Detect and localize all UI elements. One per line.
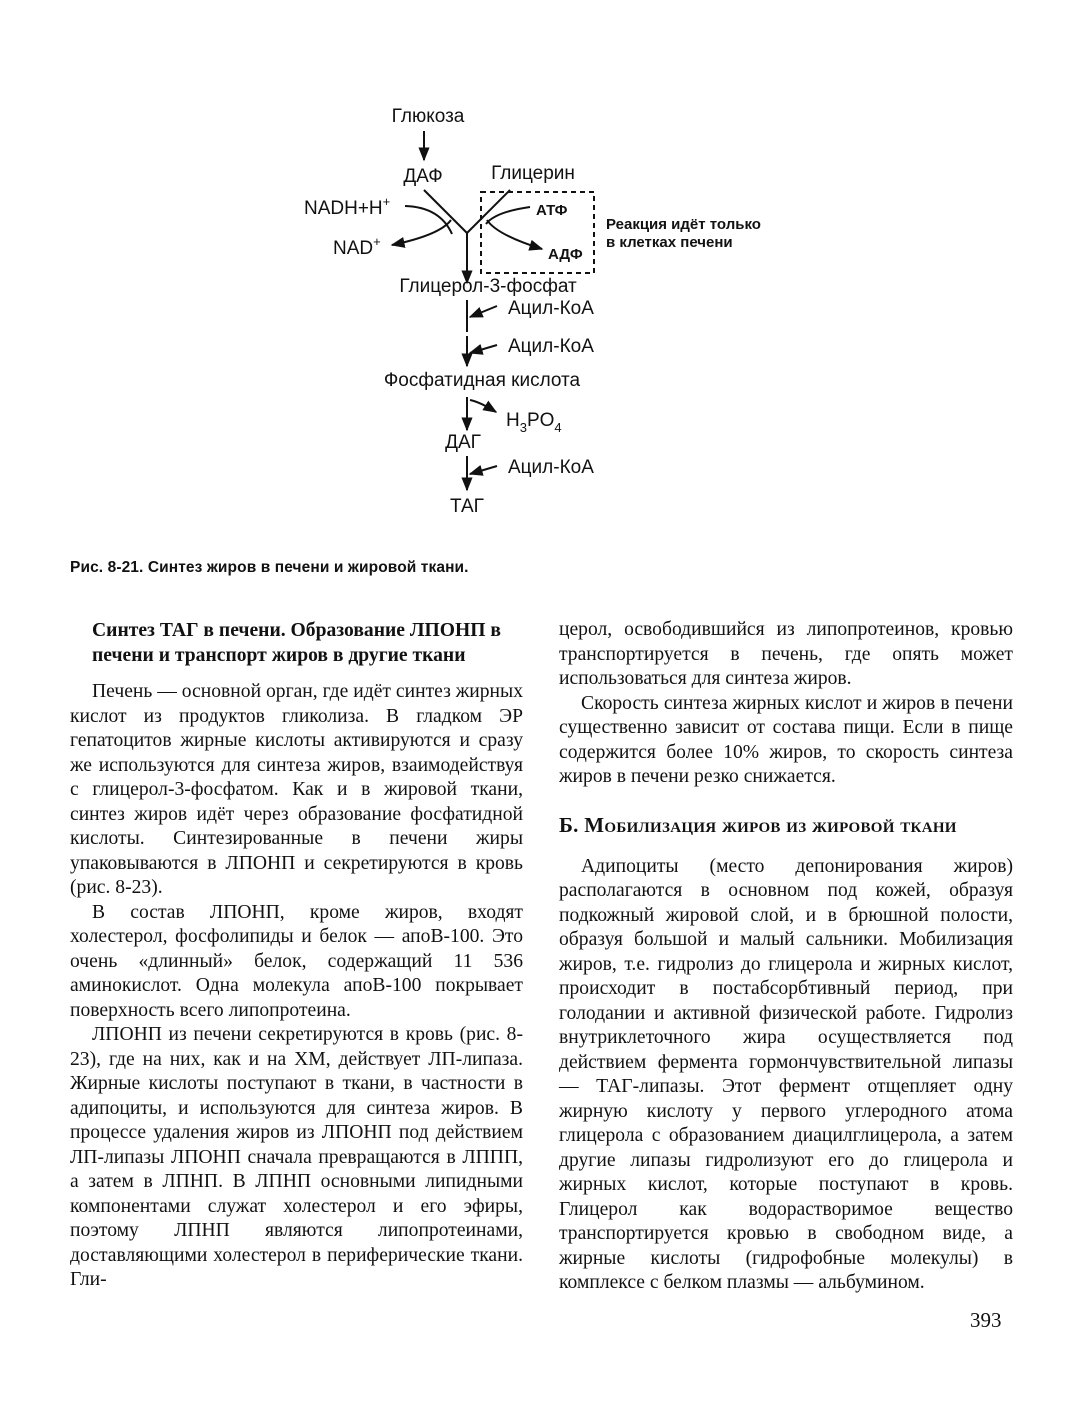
diagram-svg <box>0 0 1077 560</box>
page-number: 393 <box>970 1308 1002 1332</box>
note-line-2: в клетках печени <box>606 234 733 251</box>
paragraph: Печень — основной орган, где идёт синтез жирных кислот из продуктов гликолиза. В гладком ЭР гепатоцитов жирные кислоты активируются и сразу же используются для синтеза жиров, взаимодействуя с глицерол-3-фосфатом. Как и в жировой ткани, синтез жиров идёт через образование фосфатидной кислоты. Синтезированные в печени жиры упаковываются в ЛПОНП и секретируются в кровь (рис. 8-23). <box>70 681 523 898</box>
acylcoa3-label: Ацил-КоА <box>508 457 594 478</box>
acylcoa2-arrow <box>470 345 497 353</box>
glycerol3p-label: Глицерол-3-фосфат <box>399 276 577 297</box>
section-heading-tag-liver: Синтез ТАГ в печени. Образование ЛПОНП в печени и транспорт жиров в другие ткани <box>92 620 501 666</box>
right-column <box>559 618 1013 1296</box>
left-column <box>70 618 523 1293</box>
adp-label: АДФ <box>548 246 583 263</box>
h3po4-label: $H_3PO_4$ <box>506 410 562 435</box>
adp-arrow <box>487 220 542 249</box>
acylcoa1-arrow <box>470 306 497 317</box>
paragraph: церол, освободившийся из липопротеинов, кровью транспортируется в печень, где опять может использоваться для синтеза жиров. <box>559 619 1013 689</box>
nad-label: NAD+ <box>333 234 381 259</box>
note-line-1: Реакция идёт только <box>606 216 761 233</box>
atp-label: АТФ <box>536 202 568 219</box>
glycerin-branch-line <box>467 190 510 233</box>
daf-label: ДАФ <box>403 166 443 187</box>
glucose-label: Глюкоза <box>391 106 465 127</box>
section-heading-fat-mobilization: Б. Мобилизация жиров из жировой ткани <box>559 812 957 837</box>
paragraph: Скорость синтеза жирных кислот и жиров в печени существенно зависит от состава пищи. Если в пище содержится более 10% жиров, то скорость синтеза жиров в печени резко снижается. <box>559 692 1013 787</box>
glycerin-label: Глицерин <box>491 163 575 184</box>
h3po4-arrow <box>470 400 496 412</box>
tag-label: ТАГ <box>450 496 484 517</box>
dag-label: ДАГ <box>445 432 481 453</box>
paragraph: Адипоциты (место депонирования жиров) располагаются в основном под кожей, образуя подкожный жировой слой, и в брюшной полости, образуя большой и малый сальники. Мобилизация жиров, т.е. гидролиз до глицерола и жирных кислот, происходит в постабсорбтивный период, при голодании и активной физической работе. Гидролиз внутриклеточного жира осуществляется под действием фермента гормончувствительной липазы — ТАГ-липазы. Этот фермент отщепляет одну жирную кислоту у первого углеродного атома глицерола с образованием диацилглицерола, а затем другие липазы гидролизуют его до глицерола и жирных кислот, которые поступают в кровь. Глицерол как водорастворимое вещество транспортируется кровью в свободном виде, а жирные кислоты (гидрофобные молекулы) в комплексе с белком плазмы — альбумином. <box>559 855 1013 1293</box>
acylcoa3-arrow <box>470 466 497 474</box>
acylcoa2-label: Ацил-КоА <box>508 336 594 357</box>
nadh-label: NADH+H+ <box>304 194 391 219</box>
fat-synthesis-diagram <box>0 0 1077 560</box>
nad-arrow <box>392 220 451 245</box>
paragraph: ЛПОНП из печени секретируются в кровь (рис. 8-23), где на них, как и на ХМ, действует ЛП-липаза. Жирные кислоты поступают в ткани, в частности в адипоциты, и используются для синтеза жиров. В процессе удаления жиров из ЛПОНП под действием ЛП-липазы ЛПОНП сначала превращаются в ЛППП, а затем в ЛПНП. В ЛПНП основными липидными компонентами служат холестерол и его эфиры, поэтому ЛПНП являются липопротеинами, доставляющими холестерол в периферические ткани. Гли- <box>70 1024 523 1290</box>
paragraph: В состав ЛПОНП, кроме жиров, входят холестерол, фосфолипиды и белок — апоВ-100. Это очень «длинный» белок, содержащий 11 536 аминокислот. Одна молекула апоВ-100 покрывает поверхность всего липопротеина. <box>70 901 523 1021</box>
acylcoa1-label: Ацил-КоА <box>508 298 594 319</box>
phosphatidic-acid-label: Фосфатидная кислота <box>383 370 581 391</box>
atp-curve <box>486 207 530 224</box>
figure-caption: Рис. 8-21. Синтез жиров в печени и жировой ткани. <box>70 559 469 576</box>
